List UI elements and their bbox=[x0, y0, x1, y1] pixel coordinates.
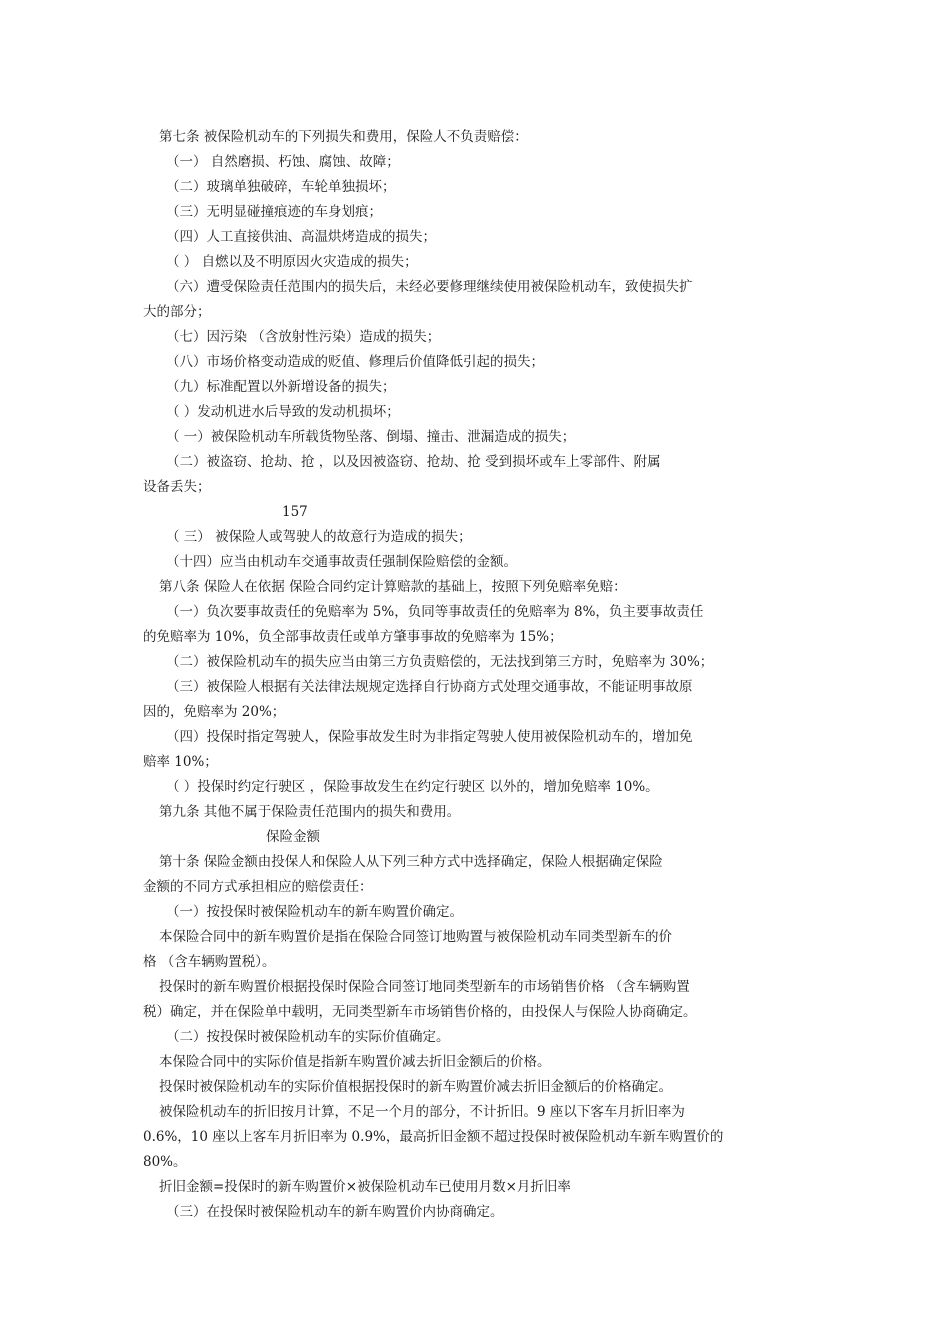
text-line: 大的部分； bbox=[143, 304, 211, 320]
text-line: 投保时的新车购置价根据投保时保险合同签订地同类型新车的市场销售价格 （含车辆购置 bbox=[159, 979, 690, 995]
text-line: 格 （含车辆购置税）。 bbox=[143, 954, 276, 970]
text-line: （十四）应当由机动车交通事故责任强制保险赔偿的金额。 bbox=[166, 554, 517, 570]
text-line: 第九条 其他不属于保险责任范围内的损失和费用。 bbox=[159, 804, 461, 820]
text-line: 0.6%，10 座以上客车月折旧率为 0.9%，最高折旧金额不超过投保时被保险机动车新车购置价的 bbox=[143, 1129, 724, 1145]
text-line: 金额的不同方式承担相应的赔偿责任： bbox=[143, 879, 373, 895]
page-number: 157 bbox=[282, 504, 308, 520]
text-line: （二）玻璃单独破碎，车轮单独损坏； bbox=[166, 179, 396, 195]
text-line: 80%。 bbox=[143, 1154, 187, 1170]
text-line: （九）标准配置以外新增设备的损失； bbox=[166, 379, 396, 395]
text-line: （一）按投保时被保险机动车的新车购置价确定。 bbox=[166, 904, 463, 920]
text-line: （三）在投保时被保险机动车的新车购置价内协商确定。 bbox=[166, 1204, 504, 1220]
text-line: 设备丢失； bbox=[143, 479, 211, 495]
section-heading: 保险金额 bbox=[266, 829, 320, 845]
text-line: （ ）投保时约定行驶区 ，保险事故发生在约定行驶区 以外的，增加免赔率 10%。 bbox=[166, 779, 659, 795]
text-line: （ 三） 被保险人或驾驶人的故意行为造成的损失； bbox=[166, 529, 472, 545]
text-line: 被保险机动车的折旧按月计算，不足一个月的部分，不计折旧。9 座以下客车月折旧率为 bbox=[159, 1104, 685, 1120]
text-line: （八）市场价格变动造成的贬值、修理后价值降低引起的损失； bbox=[166, 354, 544, 370]
text-line: 第八条 保险人在依据 保险合同约定计算赔款的基础上，按照下列免赔率免赔： bbox=[159, 579, 627, 595]
text-line: 税）确定，并在保险单中载明，无同类型新车市场销售价格的，由投保人与保险人协商确定。 bbox=[143, 1004, 697, 1020]
text-line: 因的，免赔率为 20%； bbox=[143, 704, 286, 720]
text-line: （六）遭受保险责任范围内的损失后，未经必要修理继续使用被保险机动车，致使损失扩 bbox=[166, 279, 693, 295]
text-line: 投保时被保险机动车的实际价值根据投保时的新车购置价减去折旧金额后的价格确定。 bbox=[159, 1079, 672, 1095]
text-line: （ ）发动机进水后导致的发动机损坏； bbox=[166, 404, 400, 420]
text-line: 第七条 被保险机动车的下列损失和费用，保险人不负责赔偿： bbox=[159, 129, 528, 145]
text-line: （二）按投保时被保险机动车的实际价值确定。 bbox=[166, 1029, 450, 1045]
text-line: 赔率 10%； bbox=[143, 754, 218, 770]
text-line: （二）被保险机动车的损失应当由第三方负责赔偿的，无法找到第三方时，免赔率为 30%； bbox=[166, 654, 714, 670]
text-line: （一） 自然磨损、朽蚀、腐蚀、故障； bbox=[166, 154, 400, 170]
text-line: 本保险合同中的新车购置价是指在保险合同签订地购置与被保险机动车同类型新车的价 bbox=[159, 929, 672, 945]
text-line: （ 一）被保险机动车所载货物坠落、倒塌、撞击、泄漏造成的损失； bbox=[166, 429, 576, 445]
text-line: （四）人工直接供油、高温烘烤造成的损失； bbox=[166, 229, 436, 245]
text-line: 本保险合同中的实际价值是指新车购置价减去折旧金额后的价格。 bbox=[159, 1054, 551, 1070]
text-line: （二）被盗窃、抢劫、抢 ，以及因被盗窃、抢劫、抢 受到损坏或车上零部件、附属 bbox=[166, 454, 661, 470]
text-line: 折旧金额=投保时的新车购置价×被保险机动车已使用月数×月折旧率 bbox=[159, 1179, 571, 1195]
text-line: （一）负次要事故责任的免赔率为 5%，负同等事故责任的免赔率为 8%，负主要事故责任 bbox=[166, 604, 704, 620]
text-line: 的免赔率为 10%，负全部事故责任或单方肇事事故的免赔率为 15%； bbox=[143, 629, 563, 645]
text-line: （七）因污染 （含放射性污染）造成的损失； bbox=[166, 329, 441, 345]
text-line: （ ） 自燃以及不明原因火灾造成的损失； bbox=[166, 254, 418, 270]
text-line: （三）被保险人根据有关法律法规规定选择自行协商方式处理交通事故，不能证明事故原 bbox=[166, 679, 693, 695]
text-line: （四）投保时指定驾驶人，保险事故发生时为非指定驾驶人使用被保险机动车的，增加免 bbox=[166, 729, 693, 745]
text-line: （三）无明显碰撞痕迹的车身划痕； bbox=[166, 204, 382, 220]
text-line: 第十条 保险金额由投保人和保险人从下列三种方式中选择确定，保险人根据确定保险 bbox=[159, 854, 663, 870]
